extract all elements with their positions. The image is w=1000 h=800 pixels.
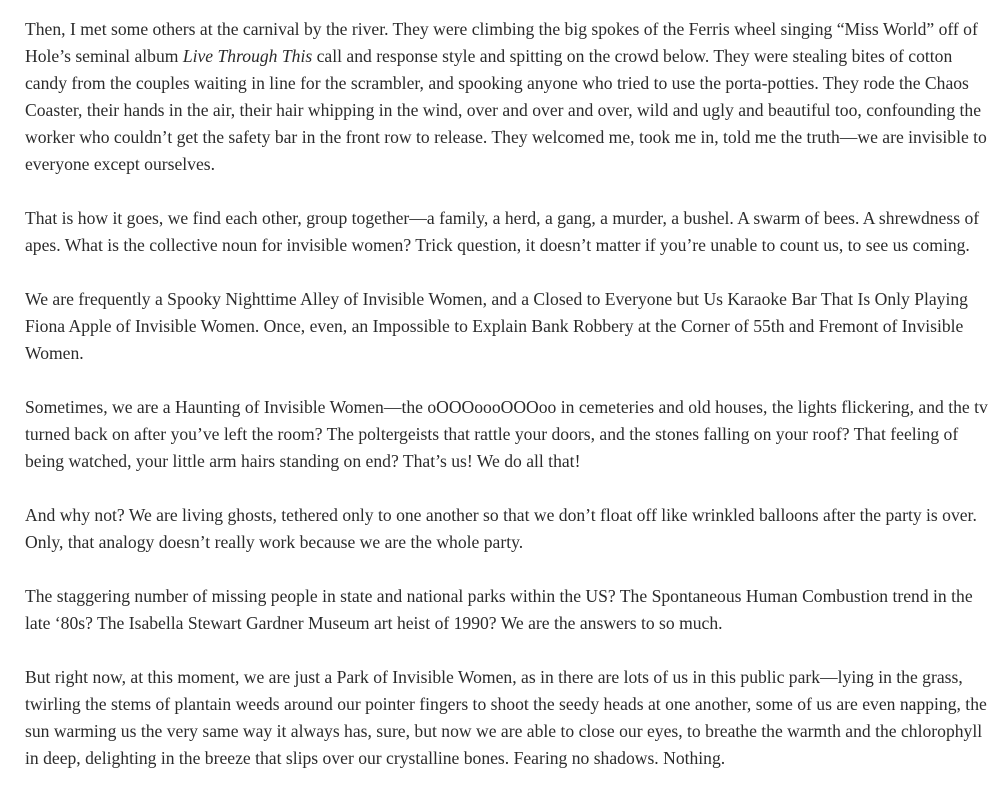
paragraph-2: That is how it goes, we find each other, group together—a family, a herd, a gang, a murder, a bushel. A swarm of bees. A shrewdness of apes. What is the collective noun for invisible women? Trick question, it doesn’t matter if you’re unable to count us, to see us coming.	[25, 208, 980, 255]
paragraph-1	[25, 16, 990, 178]
paragraph-1-text-start: Then, I met some others at the carnival by the river. They were climbing the big spokes of the Ferris wheel singing “Miss World” off of Hole’s seminal album	[25, 19, 978, 66]
paragraph-6: The staggering number of missing people in state and national parks within the US? The Spontaneous Human Combustion trend in the late ‘80s? The Isabella Stewart Gardner Museum art heist of 1990? We are the answers to so much.	[25, 586, 973, 633]
paragraph-5: And why not? We are living ghosts, tethered only to one another so that we don’t float off like wrinkled balloons after the party is over. Only, that analogy doesn’t really work because we are the whole party.	[25, 505, 977, 552]
paragraph-1-text-end: call and response style and spitting on the crowd below. They were stealing bites of cotton candy from the couples waiting in line for the scrambler, and spooking anyone who tried to use the porta-potties. They rode the Chaos Coaster, their hands in the air, their hair whipping in the wind, over and over and over, wild and ugly and beautiful too, confounding the worker who couldn’t get the safety bar in the front row to release. They welcomed me, took me in, told me the truth—we are invisible to everyone except ourselves.	[25, 46, 987, 174]
paragraph-3: We are frequently a Spooky Nighttime Alley of Invisible Women, and a Closed to Everyone but Us Karaoke Bar That Is Only Playing Fiona Apple of Invisible Women. Once, even, an Impossible to Explain Bank Robbery at the Corner of 55th and Fremont of Invisible Women.	[25, 289, 968, 363]
paragraph-7: But right now, at this moment, we are just a Park of Invisible Women, as in there are lots of us in this public park—lying in the grass, twirling the stems of plantain weeds around our pointer fingers to shoot the seedy heads at one another, some of us are even napping, the sun warming us the very same way it always has, sure, but now we are able to close our eyes, to breathe the warmth and the chlorophyll in deep, delighting in the breeze that slips over our crystalline bones. Fearing no shadows. Nothing.	[25, 667, 987, 768]
article-body	[25, 16, 990, 799]
album-title: Live Through This	[182, 46, 313, 66]
paragraph-4: Sometimes, we are a Haunting of Invisible Women—the oOOOoooOOOoo in cemeteries and old houses, the lights flickering, and the tv turned back on after you’ve left the room? The poltergeists that rattle your doors, and the stones falling on your roof? That feeling of being watched, your little arm hairs standing on end? That’s us! We do all that!	[25, 397, 988, 471]
